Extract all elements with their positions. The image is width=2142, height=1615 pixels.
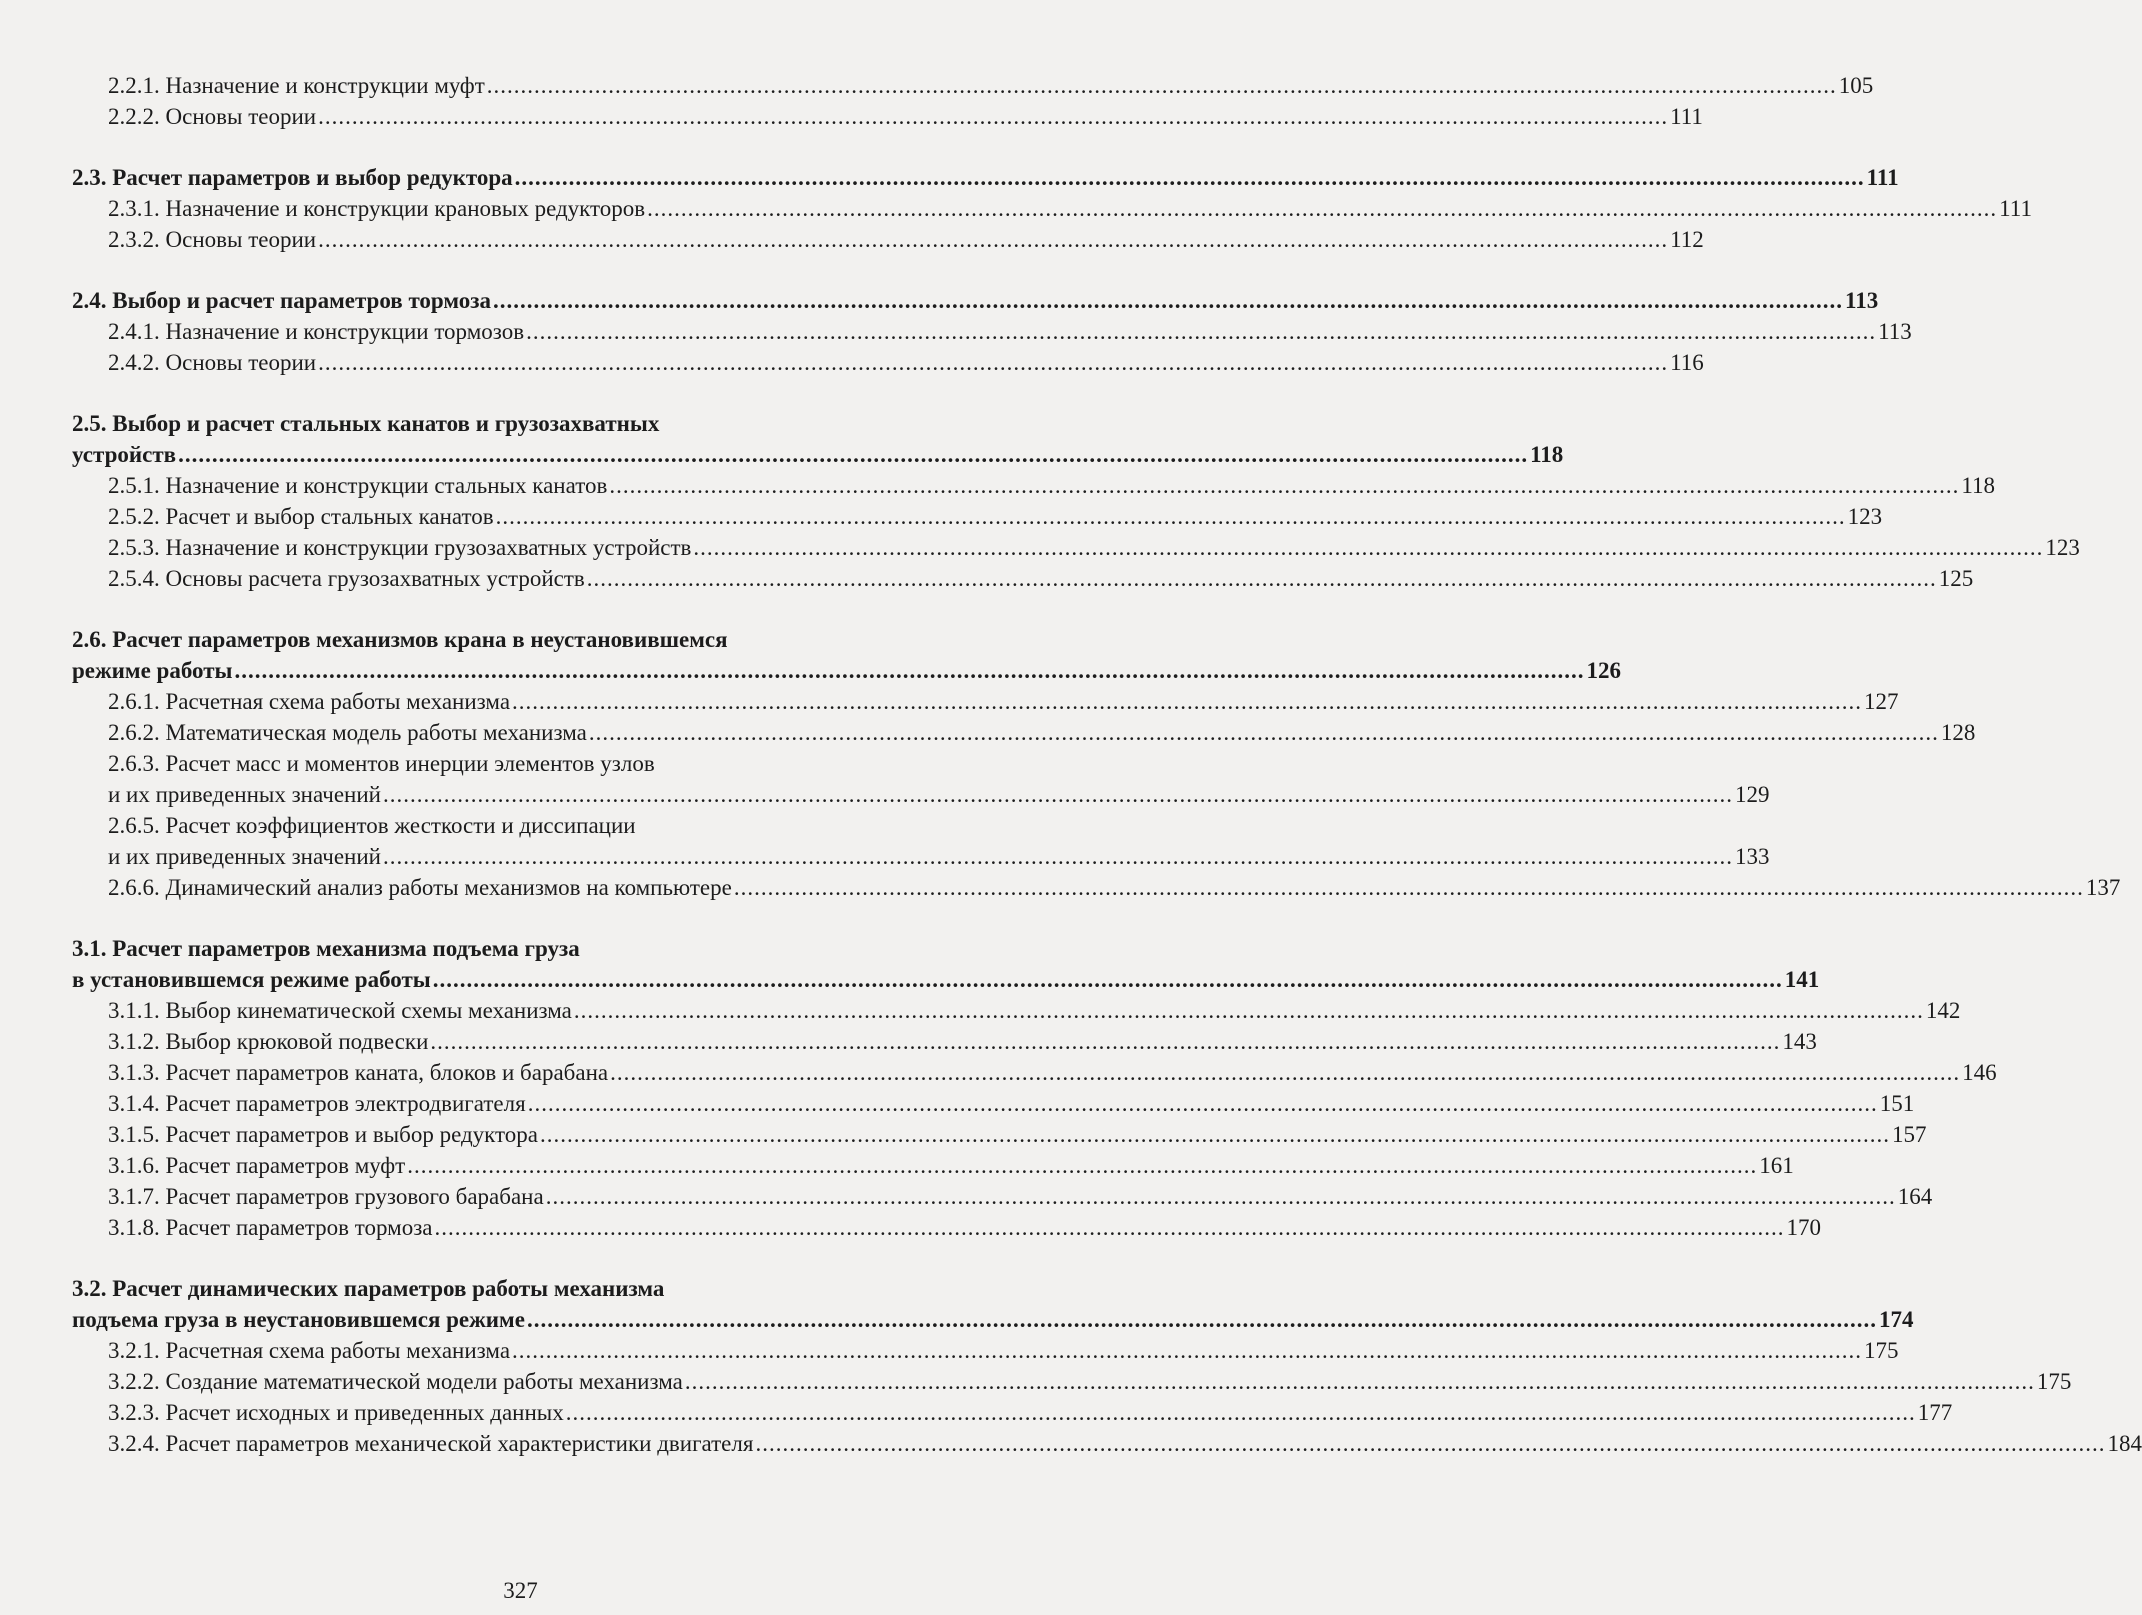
- toc-entry-page: 184: [2107, 1431, 2142, 1456]
- toc-entry-page: 129: [1734, 782, 1770, 807]
- dot-leader: [528, 1088, 1878, 1119]
- toc-entry-2-6-1[interactable]: [72, 686, 1899, 717]
- dot-leader: [566, 1397, 1916, 1428]
- dot-leader: [318, 101, 1668, 132]
- toc-entry-2-5-3[interactable]: [72, 532, 2080, 563]
- toc-entry-title: 3.1.2. Выбор крюковой подвески: [108, 1029, 429, 1054]
- dot-leader: [433, 964, 1783, 995]
- toc-entry-page: 146: [1962, 1060, 1997, 1085]
- toc-entry-page: 161: [1759, 1153, 1794, 1178]
- toc-entry-page: 116: [1670, 350, 1704, 375]
- toc-entry-page: 111: [1999, 196, 2032, 221]
- dot-leader: [546, 1181, 1896, 1212]
- toc-entry-3-1-1[interactable]: [72, 995, 1961, 1026]
- dot-leader: [235, 655, 1585, 686]
- toc-entry-title: 2.6.1. Расчетная схема работы механизма: [108, 689, 511, 714]
- dot-leader: [755, 1428, 2105, 1459]
- toc-entry-title: 2.2.1. Назначение и конструкции муфт: [108, 73, 485, 98]
- toc-section-page: 111: [1866, 165, 1899, 190]
- toc-section-title: в установившемся режиме работы: [72, 967, 431, 992]
- toc-entry-title: 2.3.1. Назначение и конструкции крановых редукторов: [108, 196, 646, 221]
- toc-entry-title: 3.1.1. Выбор кинематической схемы механизма: [108, 998, 572, 1023]
- toc-entry-page: 118: [1961, 473, 1995, 498]
- toc-section-page: 126: [1586, 658, 1621, 683]
- toc-section-title: устройств: [72, 442, 177, 467]
- toc-entry-2-2-1[interactable]: [72, 70, 1874, 101]
- toc-entry-2-6-6[interactable]: [72, 872, 2121, 903]
- toc-entry-3-2-1[interactable]: [72, 1335, 1899, 1366]
- dot-leader: [430, 1026, 1780, 1057]
- toc-entry-title: и их приведенных значений: [108, 782, 381, 807]
- dot-leader: [685, 1366, 2035, 1397]
- toc-section-page: 174: [1878, 1307, 1914, 1332]
- toc-entry-page: 125: [1938, 566, 1974, 591]
- toc-entry-3-2-4[interactable]: [72, 1428, 2142, 1459]
- toc-entry-page: 123: [2045, 535, 2080, 560]
- toc-section-2-4[interactable]: [72, 285, 1879, 316]
- toc-section-title: режиме работы: [72, 658, 233, 683]
- table-of-contents: [72, 70, 2142, 1459]
- dot-leader: [178, 439, 1528, 470]
- toc-entry-title: 3.2.2. Создание математической модели работы механизма: [108, 1369, 683, 1394]
- toc-entry-page: 164: [1897, 1184, 1933, 1209]
- dot-leader: [540, 1119, 1890, 1150]
- toc-entry-title: 3.1.4. Расчет параметров электродвигателя: [108, 1091, 526, 1116]
- toc-entry-title: и их приведенных значений: [108, 844, 381, 869]
- toc-entry-title: 3.1.5. Расчет параметров и выбор редуктора: [108, 1122, 539, 1147]
- dot-leader: [734, 872, 2084, 903]
- toc-entry-2-6-3-line1[interactable]: 2.6.3. Расчет масс и моментов инерции элементов узлов: [108, 751, 655, 776]
- toc-entry-page: 177: [1917, 1400, 1953, 1425]
- toc-entry-2-5-4[interactable]: [72, 563, 1974, 594]
- dot-leader: [647, 193, 1997, 224]
- toc-entry-page: 112: [1670, 227, 1704, 252]
- page-number: 327: [503, 1578, 538, 1603]
- toc-section-2-6[interactable]: [72, 655, 1621, 686]
- toc-entry-title: 3.2.3. Расчет исходных и приведенных данных: [108, 1400, 564, 1425]
- toc-entry-3-2-3[interactable]: [72, 1397, 1953, 1428]
- toc-entry-page: 105: [1838, 73, 1874, 98]
- toc-entry-2-6-5-line1[interactable]: 2.6.5. Расчет коэффициентов жесткости и диссипации: [108, 813, 636, 838]
- dot-leader: [527, 1304, 1877, 1335]
- toc-entry-page: 170: [1786, 1215, 1822, 1240]
- toc-section-title: 2.3. Расчет параметров и выбор редуктора: [72, 165, 513, 190]
- dot-leader: [487, 70, 1837, 101]
- toc-entry-title: 2.2.2. Основы теории: [108, 104, 317, 129]
- toc-section-2-5-line1[interactable]: 2.5. Выбор и расчет стальных канатов и грузозахватных: [72, 411, 660, 436]
- toc-entry-2-4-1[interactable]: [72, 316, 1912, 347]
- toc-section-title: подъема груза в неустановившемся режиме: [72, 1307, 525, 1332]
- toc-entry-2-3-1[interactable]: [72, 193, 2032, 224]
- toc-entry-page: 137: [2085, 875, 2121, 900]
- toc-entry-2-6-5[interactable]: [72, 841, 1770, 872]
- toc-entry-2-5-1[interactable]: [72, 470, 1995, 501]
- toc-entry-page: 157: [1892, 1122, 1927, 1147]
- dot-leader: [493, 285, 1843, 316]
- toc-entry-2-5-2[interactable]: [72, 501, 1883, 532]
- dot-leader: [318, 347, 1668, 378]
- toc-entry-title: 3.1.7. Расчет параметров грузового барабана: [108, 1184, 544, 1209]
- toc-entry-page: 113: [1878, 319, 1912, 344]
- toc-entry-3-1-7[interactable]: [72, 1181, 1933, 1212]
- toc-section-page: 141: [1784, 967, 1820, 992]
- dot-leader: [589, 717, 1939, 748]
- toc-section-2-5[interactable]: [72, 439, 1564, 470]
- toc-entry-title: 2.6.6. Динамический анализ работы механизмов на компьютере: [108, 875, 732, 900]
- toc-entry-page: 175: [1864, 1338, 1899, 1363]
- dot-leader: [526, 316, 1876, 347]
- dot-leader: [610, 1057, 1960, 1088]
- toc-entry-page: 123: [1847, 504, 1883, 529]
- toc-entry-title: 3.1.3. Расчет параметров каната, блоков и барабана: [108, 1060, 609, 1085]
- dot-leader: [435, 1212, 1785, 1243]
- toc-entry-page: 151: [1879, 1091, 1915, 1116]
- toc-entry-page: 142: [1925, 998, 1961, 1023]
- toc-entry-2-6-3[interactable]: [72, 779, 1770, 810]
- toc-section-3-1-line1[interactable]: 3.1. Расчет параметров механизма подъема груза: [72, 936, 580, 961]
- toc-section-title: 2.4. Выбор и расчет параметров тормоза: [72, 288, 491, 313]
- dot-leader: [587, 563, 1937, 594]
- toc-entry-title: 2.5.2. Расчет и выбор стальных канатов: [108, 504, 494, 529]
- toc-entry-3-2-2[interactable]: [72, 1366, 2072, 1397]
- toc-entry-title: 3.1.8. Расчет параметров тормоза: [108, 1215, 433, 1240]
- toc-entry-2-2-2[interactable]: [72, 101, 1703, 132]
- toc-entry-page: 128: [1940, 720, 1976, 745]
- toc-entry-title: 3.2.1. Расчетная схема работы механизма: [108, 1338, 511, 1363]
- toc-entry-2-3-2[interactable]: [72, 224, 1704, 255]
- toc-entry-2-6-2[interactable]: [72, 717, 1976, 748]
- toc-entry-2-4-2[interactable]: [72, 347, 1704, 378]
- toc-entry-title: 2.6.2. Математическая модель работы механизма: [108, 720, 587, 745]
- dot-leader: [512, 686, 1862, 717]
- toc-entry-3-1-4[interactable]: [72, 1088, 1915, 1119]
- toc-entry-title: 2.5.3. Назначение и конструкции грузозахватных устройств: [108, 535, 692, 560]
- toc-section-2-6-line1[interactable]: 2.6. Расчет параметров механизмов крана в неустановившемся: [72, 627, 728, 652]
- toc-entry-3-1-3[interactable]: [72, 1057, 1997, 1088]
- toc-entry-page: 143: [1782, 1029, 1817, 1054]
- toc-entry-title: 2.4.2. Основы теории: [108, 350, 317, 375]
- toc-entry-3-1-2[interactable]: [72, 1026, 1817, 1057]
- toc-entry-3-1-8[interactable]: [72, 1212, 1822, 1243]
- dot-leader: [574, 995, 1924, 1026]
- toc-entry-page: 127: [1864, 689, 1899, 714]
- dot-leader: [515, 162, 1865, 193]
- dot-leader: [318, 224, 1668, 255]
- toc-entry-title: 3.2.4. Расчет параметров механической характеристики двигателя: [108, 1431, 754, 1456]
- toc-entry-title: 3.1.6. Расчет параметров муфт: [108, 1153, 406, 1178]
- dot-leader: [496, 501, 1846, 532]
- toc-section-page: 118: [1530, 442, 1564, 467]
- toc-section-page: 113: [1845, 288, 1879, 313]
- toc-entry-title: 2.5.4. Основы расчета грузозахватных устройств: [108, 566, 585, 591]
- toc-section-3-2[interactable]: [72, 1304, 1914, 1335]
- toc-section-3-1[interactable]: [72, 964, 1820, 995]
- dot-leader: [512, 1335, 1862, 1366]
- toc-entry-title: 2.4.1. Назначение и конструкции тормозов: [108, 319, 525, 344]
- dot-leader: [407, 1150, 1757, 1181]
- toc-entry-page: 133: [1734, 844, 1770, 869]
- toc-entry-3-1-5[interactable]: [72, 1119, 1927, 1150]
- toc-entry-page: 175: [2036, 1369, 2072, 1394]
- dot-leader: [609, 470, 1959, 501]
- toc-entry-page: 111: [1670, 104, 1703, 129]
- dot-leader: [383, 841, 1733, 872]
- toc-entry-3-1-6[interactable]: [72, 1150, 1794, 1181]
- toc-section-3-2-line1[interactable]: 3.2. Расчет динамических параметров работы механизма: [72, 1276, 665, 1301]
- dot-leader: [693, 532, 2043, 563]
- toc-section-2-3[interactable]: [72, 162, 1899, 193]
- toc-entry-title: 2.3.2. Основы теории: [108, 227, 317, 252]
- toc-entry-title: 2.5.1. Назначение и конструкции стальных канатов: [108, 473, 608, 498]
- dot-leader: [383, 779, 1733, 810]
